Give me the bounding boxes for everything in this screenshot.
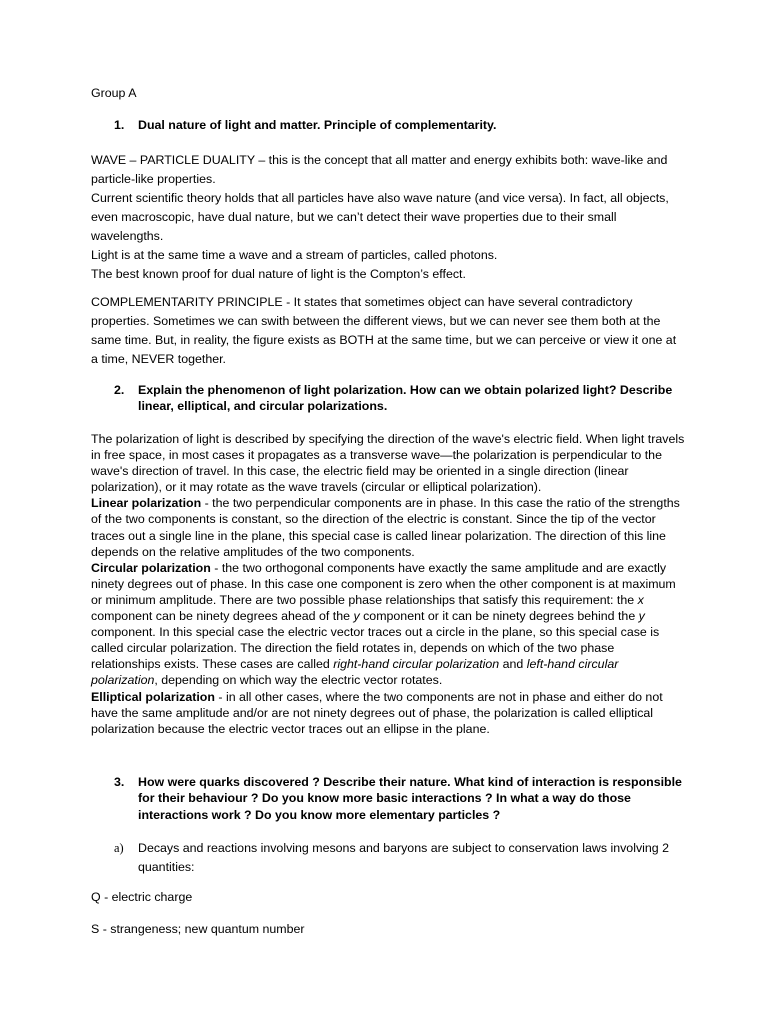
complementarity-principle: COMPLEMENTARITY PRINCIPLE - It states that sometimes object can have several contradictory properties. Sometimes we can swith between the different views, but we can never see them both at the same time. But, in reality, the figure exists as BOTH at the same time, but we can perceive or view it one at a time, NEVER together. xyxy=(91,295,677,366)
circular-text-part: component or it can be ninety degrees behind the xyxy=(359,609,639,624)
circular-polarization-label: Circular polarization xyxy=(91,560,211,575)
right-hand-term: right-hand circular polarization xyxy=(333,657,500,672)
circular-text-part: , depending on which way the electric vector rotates. xyxy=(154,673,443,688)
polarization-section xyxy=(91,431,686,737)
item-a-text: Decays and reactions involving mesons and baryons are subject to conservation laws involving 2 quantities: xyxy=(138,841,670,874)
left-hand-term: left-hand circular polarization xyxy=(91,657,619,688)
y-component: y xyxy=(353,609,360,624)
question-1-title: Dual nature of light and matter. Principle of complementarity. xyxy=(138,118,497,132)
group-heading: Group A xyxy=(91,86,137,100)
linear-polarization-text: - the two perpendicular components are in phase. In this case the ratio of the strengths of the two components is constant, so the direction of the electric is constant. Since the tip of the vector traces out a single line in the plane, this special case is called linear polarization. The direction of this line depends on the relative amplitudes of the two components. xyxy=(91,496,680,559)
question-3-number: 3. xyxy=(114,775,125,789)
electric-charge-line: Q - electric charge xyxy=(91,890,193,904)
wave-particle-theory: Current scientific theory holds that all particles have also wave nature (and vice versa). In fact, all objects, even macroscopic, have dual nature, but we can’t detect their wave properties due to their small wavelengths. xyxy=(91,191,669,243)
elliptical-polarization-label: Elliptical polarization xyxy=(91,689,215,704)
linear-polarization xyxy=(91,495,686,559)
circular-polarization xyxy=(91,560,686,689)
linear-polarization-label: Linear polarization xyxy=(91,496,202,511)
item-a-marker: a) xyxy=(114,841,124,855)
wave-particle-compton: The best known proof for dual nature of light is the Compton’s effect. xyxy=(91,267,466,281)
wave-particle-definition: WAVE – PARTICLE DUALITY – this is the concept that all matter and energy exhibits both: wave-like and particle-like properties. xyxy=(91,153,668,186)
polarization-intro: The polarization of light is described by specifying the direction of the wave's electric field. When light travels in free space, in most cases it propagates as a transverse wave—the polarization is perpendicular to the wave's direction of travel. In this case, the electric field may be oriented in a single direction (linear polarization), or it may rotate as the wave travels (circular or elliptical polarization). xyxy=(91,432,685,495)
wave-particle-section xyxy=(91,151,686,284)
circular-text-part: component can be ninety degrees ahead of the xyxy=(91,609,354,624)
elliptical-polarization-text: - in all other cases, where the two components are not in phase and either do not have the same amplitude and/or are not ninety degrees out of phase, the polarization is called elliptical polarization because the electric vector traces out an ellipse in the plane. xyxy=(91,689,663,736)
question-1-number: 1. xyxy=(114,118,125,132)
circular-text-part: component. In this special case the electric vector traces out a circle in the plane, so this special case is called circular polarization. The direction the field rotates in, depends on which of the two phase relationships exists. These cases are called xyxy=(91,625,660,672)
circular-text-part: - the two orthogonal components have exactly the same amplitude and are exactly ninety degrees out of phase. In this case one component is zero when the other component is at maximum or minimum amplitude. There are two possible phase relationships that satisfy this requirement: the xyxy=(91,560,676,607)
elliptical-polarization xyxy=(91,689,686,737)
question-2-title: Explain the phenomenon of light polarization. How can we obtain polarized light? Describe linear, elliptical, and circular polarizations. xyxy=(138,383,673,414)
strangeness-line: S - strangeness; new quantum number xyxy=(91,922,305,936)
circular-text-part: and xyxy=(499,657,527,672)
wave-particle-photons: Light is at the same time a wave and a stream of particles, called photons. xyxy=(91,248,498,262)
x-component: x xyxy=(637,592,644,607)
y-component: y xyxy=(638,609,645,624)
question-3-title: How were quarks discovered ? Describe their nature. What kind of interaction is responsible for their behaviour ? Do you know more basic interactions ? In what a way do those interactions work ? Do you know more elementary particles ? xyxy=(138,775,682,822)
question-2-number: 2. xyxy=(114,383,125,397)
